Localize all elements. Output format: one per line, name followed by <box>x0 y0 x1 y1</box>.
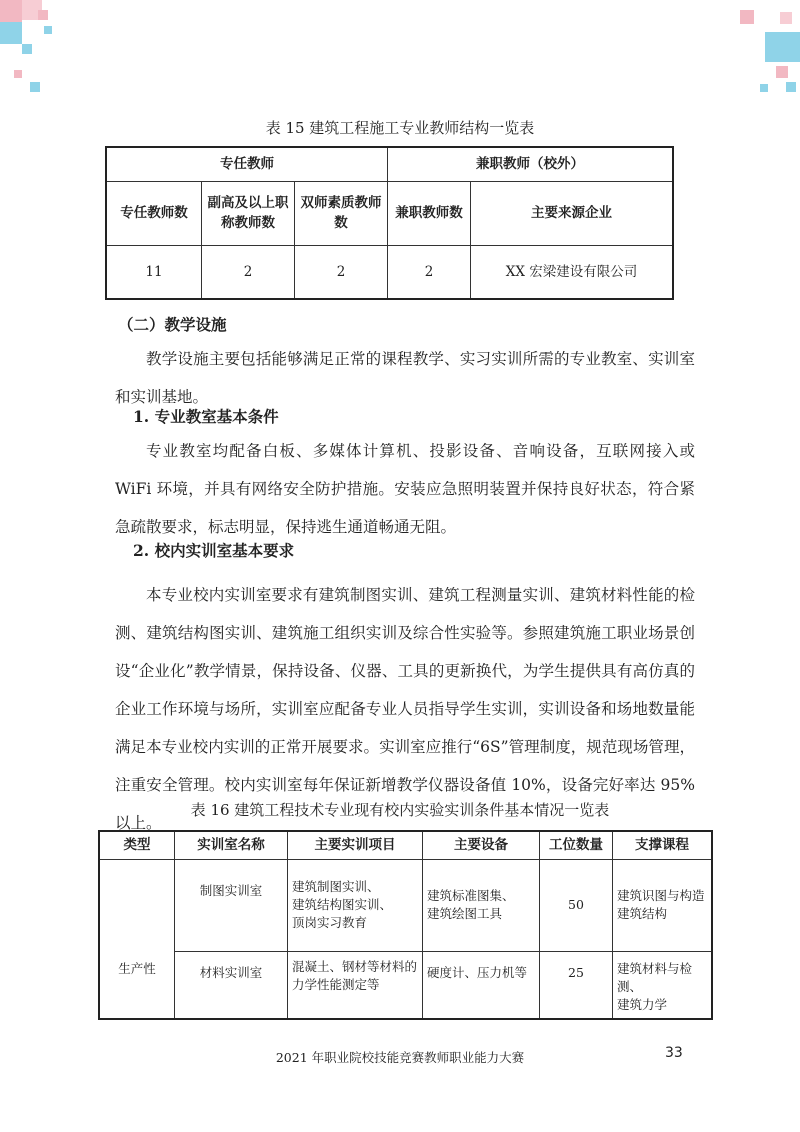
table15-cell: 2 <box>202 245 295 299</box>
subsection1-heading: 1. 专业教室基本条件 <box>133 407 279 426</box>
table16-cell: 50 <box>540 859 613 951</box>
table16-header-cell: 工位数量 <box>540 831 613 859</box>
table15-group-fulltime: 专任教师 <box>106 147 388 181</box>
table16-caption: 表 16 建筑工程技术专业现有校内实验实训条件基本情况一览表 <box>190 801 610 819</box>
subsection2-heading: 2. 校内实训室基本要求 <box>133 541 295 560</box>
section-heading: （二）教学设施 <box>118 315 227 334</box>
table16-cell: 制图实训室 <box>175 859 288 951</box>
table15-caption: 表 15 建筑工程施工专业教师结构一览表 <box>265 119 535 137</box>
table15-header-cell: 主要来源企业 <box>471 181 674 245</box>
subsection1-text: 专业教室均配备白板、多媒体计算机、投影设备、音响设备，互联网接入或 WiFi 环境，并具有网络安全防护措施。安装应急照明装置并保持良好状态，符合紧急疏散要求，标志明显，保持逃生通道畅通无阻。 <box>115 442 695 536</box>
table15-cell: XX 宏梁建设有限公司 <box>471 245 674 299</box>
table15-cell: 11 <box>106 245 202 299</box>
section-intro: 教学设施主要包括能够满足正常的课程教学、实习实训所需的专业教室、实训室和实训基地。 <box>115 350 695 406</box>
table15-header-cell: 副高及以上职称教师数 <box>202 181 295 245</box>
table16-header-cell: 主要实训项目 <box>288 831 423 859</box>
page-number: 33 <box>665 1045 683 1061</box>
table16-cell: 建筑制图实训、 建筑结构图实训、 顶岗实习教育 <box>288 859 423 951</box>
subsection2-text: 本专业校内实训室要求有建筑制图实训、建筑工程测量实训、建筑材料性能的检测、建筑结构图实训、建筑施工组织实训及综合性实验等。参照建筑施工职业场景创设“企业化”教学情景，保持设备、仪器、工具的更新换代，为学生提供具有高仿真的企业工作环境与场所，实训室应配备专业人员指导学生实训，实训设备和场地数量能满足本专业校内实训的正常开展要求。实训室应推行“6S”管理制度，规范现场管理，注重安全管理。校内实训室每年保证新增教学仪器设备值 10%，设备完好率达 95%以上。 <box>115 586 695 832</box>
table16-cell: 硬度计、压力机等 <box>423 951 540 1019</box>
table16-cell: 25 <box>540 951 613 1019</box>
table16-header-cell: 类型 <box>99 831 175 859</box>
table16-cell: 混凝土、钢材等材料的力学性能测定等 <box>288 951 423 1019</box>
table16-header-cell: 主要设备 <box>423 831 540 859</box>
table15-cell: 2 <box>295 245 388 299</box>
table16-cell: 材料实训室 <box>175 951 288 1019</box>
table15-header-cell: 专任教师数 <box>106 181 202 245</box>
table16-cell: 建筑标准图集、 建筑绘图工具 <box>423 859 540 951</box>
table16-type-cell: 生产性 <box>99 859 175 1019</box>
table16-cell: 建筑识图与构造 建筑结构 <box>613 859 713 951</box>
table15-header-cell: 兼职教师数 <box>388 181 471 245</box>
table15 <box>105 146 674 300</box>
table15-cell: 2 <box>388 245 471 299</box>
table16 <box>98 830 713 1020</box>
table15-group-parttime: 兼职教师（校外） <box>388 147 674 181</box>
page-footer: 2021 年职业院校技能竞赛教师职业能力大赛 <box>275 1050 525 1065</box>
table16-cell: 建筑材料与检测、 建筑力学 <box>613 951 713 1019</box>
table16-header-cell: 支撑课程 <box>613 831 713 859</box>
table15-header-cell: 双师素质教师数 <box>295 181 388 245</box>
table16-header-cell: 实训室名称 <box>175 831 288 859</box>
